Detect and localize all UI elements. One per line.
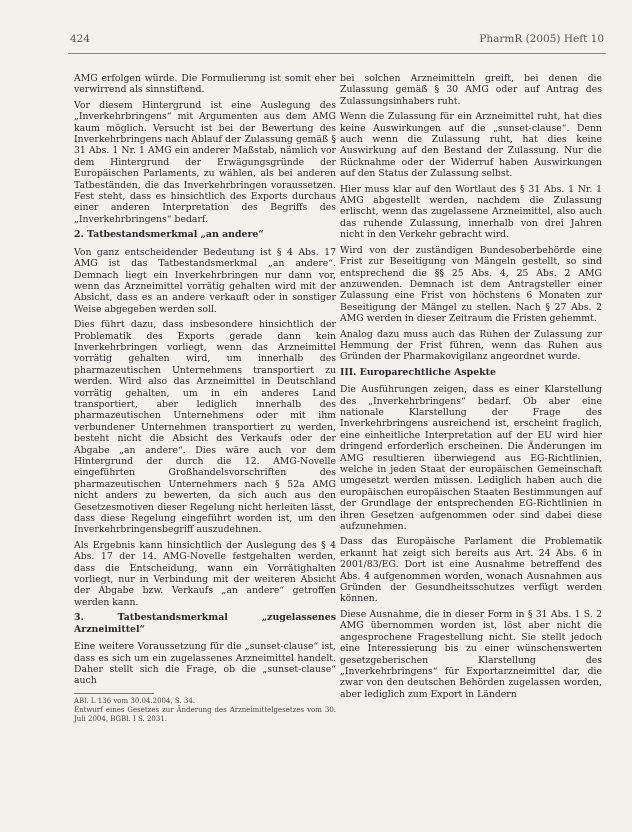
paragraph: Diese Ausnahme, die in dieser Form in § 31 Abs. 1 S. 2 AMG übernommen worden ist, löst aber nicht die angesprochene Fragestellung nicht. Sie stellt jedoch eine Interessierung bis zu einer wünschenswerten gesetzgeberischen Klarstellung des „Inverkehrbringens“ für Exportarzneimittel dar, die zwar von den deutschen Behörden zugelassen worden, aber lediglich zum Export in Ländern [340, 608, 602, 700]
right-column [340, 73, 602, 704]
footnote: ABl. L 136 vom 30.04.2004, S. 34. [74, 696, 196, 705]
page-number: 424 [70, 33, 91, 45]
header-rule [68, 53, 606, 54]
journal-reference: PharmR (2005) Heft 10 [479, 33, 604, 45]
section-heading: 3. Tatbestandsmerkmal „zugelassenes Arzneimittel“ [74, 612, 336, 635]
section-heading: III. Europarechtliche Aspekte [340, 366, 496, 378]
footnote-rule [74, 693, 154, 694]
footnote: Entwurf eines Gesetzes zur Änderung des Arzneimittelgesetzes vom 30. Juli 2004, BGBl. I S. 2031. [74, 706, 336, 723]
section-heading: 2. Tatbestandsmerkmal „an andere“ [74, 229, 264, 241]
running-header [70, 33, 604, 49]
paragraph: Eine weitere Voraussetzung für die „sunset-clause“ ist, dass es sich um ein zugelassenes Arzneimittel handelt. Daher stellt sich die Frage, ob die „sunset-clause“ auch [74, 641, 336, 687]
paragraph: Dass das Europäische Parlament die Problematik erkannt hat zeigt sich bereits aus Art. 24 Abs. 6 in 2001/83/EG. Dort ist eine Ausnahme betreffend des Abs. 4 aufgenommen worden, wonach Ausnahmen aus Gründen der Gesundheitsschutzes verfügt werden können. [340, 536, 602, 605]
left-column [74, 73, 336, 725]
paragraph: AMG erfolgen würde. Die Formulierung ist somit eher verwirrend als sinnstiftend. [74, 73, 336, 96]
paragraph: Wenn die Zulassung für ein Arzneimittel ruht, hat dies keine Auswirkungen auf die „sunset-clause“. Denn auch wenn die Zulassung ruht, hat dies keine Auswirkung auf den Bestand der Zulassung. Nur die Rücknahme oder der Widerruf haben Auswirkungen auf den Status der Zulassung selbst. [340, 111, 602, 180]
paragraph: Dies führt dazu, dass insbesondere hinsichtlich der Problematik des Exports gerade dann kein Inverkehrbringen vorliegt, wenn das Arzneimittel vorrätig gehalten wird, um innerhalb des pharmazeutischen Unternehmens transportiert zu werden. Wird also das Arzneimittel in Deutschland vorrätig gehalten, um in ein anderes Land transportiert, aber lediglich innerhalb des pharmazeutischen Unternehmens oder mit ihm verbundener Unternehmen transportiert zu werden, besteht nicht die Absicht des Verkaufs oder der Abgabe „an andere“. Dies wäre auch vor dem Hintergrund der durch die 12. AMG-Novelle eingeführten Großhandelsvorschriften des pharmazeutischen Unternehmers nach § 52a AMG nicht anders zu bewerten, da sich auch aus den Gesetzesmotiven dieser Regelung nicht herleiten lässt, dass diese Regelung eingeführt worden ist, um den Inverkehrbringensbegriff auszudehnen. [74, 319, 336, 536]
paragraph: Von ganz entscheidender Bedeutung ist § 4 Abs. 17 AMG ist das Tatbestandsmerkmal „an andere“. Demnach liegt ein Inverkehrbringen nur dann vor, wenn das Arzneimittel vorrätig gehalten wird mit der Absicht, dass es an andere verkauft oder in sonstiger Weise abgegeben werden soll. [74, 246, 336, 315]
paragraph: bei solchen Arzneimitteln greift, bei denen die Zulassung gemäß § 30 AMG oder auf Antrag des Zulassungsinhabers ruht. [340, 73, 602, 107]
paragraph: Vor diesem Hintergrund ist eine Auslegung des „Inverkehrbringens“ mit Argumenten aus dem AMG kaum möglich. Versucht ist bei der Bewertung des Inverkehrbringens nach Ablauf der Zulassung gemäß § 31 Abs. 1 Nr. 1 AMG ein anderer Maßstab, nämlich vor dem Hintergrund der Erwägungsgründe der Europäischen Parlaments, zu wählen, als bei anderen Tatbeständen, die das Inverkehrbringen voraussetzen. Fest steht, dass es hinsichtlich des Exports durchaus einer anderen Interpretation des Begriffs des „Inverkehrbringens“ bedarf. [74, 99, 336, 225]
paragraph: Hier muss klar auf den Wortlaut des § 31 Abs. 1 Nr. 1 AMG abgestellt werden, nachdem die Zulassung erlischt, wenn das zugelassene Arzneimittel, also auch das ruhende Zulassung, innerhalb von drei Jahren nicht in den Verkehr gebracht wird. [340, 183, 602, 241]
paragraph: Wird von der zuständigen Bundesoberbehörde eine Frist zur Beseitigung von Mängeln gestellt, so sind entsprechend die §§ 25 Abs. 4, 25 Abs. 2 AMG anzuwenden. Demnach ist dem Antragsteller einer Zulassung eine Frist von höchstens 6 Monaten zur Beseitigung der Mängel zu stellen. Nach § 27 Abs. 2 AMG werden in dieser Zeitraum die Fristen gehemmt. [340, 244, 602, 325]
paragraph: Die Ausführungen zeigen, dass es einer Klarstellung des „Inverkehrbringens“ bedarf. Ob aber eine nationale Klarstellung der Frage des Inverkehrbringens ausreichend ist, erscheint fraglich, eine einheitliche Interpretation auf der EU wird hier dringend erforderlich erscheinen. Die Änderungen im AMG resultieren überwiegend aus EG-Richtlinien, welche in jeden Staat der europäischen Gemeinschaft umgesetzt werden müssen. Lediglich haben auch die europäischen europäischen Staaten Bestimmungen auf der Grundlage der entsprechenden EG-Richtlinien in ihren Gesetzen aufgenommen oder sind dabei diese aufzunehmen. [340, 384, 602, 533]
paragraph: Analog dazu muss auch das Ruhen der Zulassung zur Hemmung der Frist führen, wenn das Ruhen aus Gründen der Pharmakovigilanz angeordnet wurde. [340, 328, 602, 363]
paragraph: Als Ergebnis kann hinsichtlich der Auslegung des § 4 Abs. 17 der 14. AMG-Novelle festgehalten werden, dass die Entscheidung, wann ein Vorrätighalten vorliegt, nur in Verbindung mit der weiteren Absicht der Abgabe bzw. Verkaufs „an andere“ getroffen werden kann. [74, 539, 336, 608]
